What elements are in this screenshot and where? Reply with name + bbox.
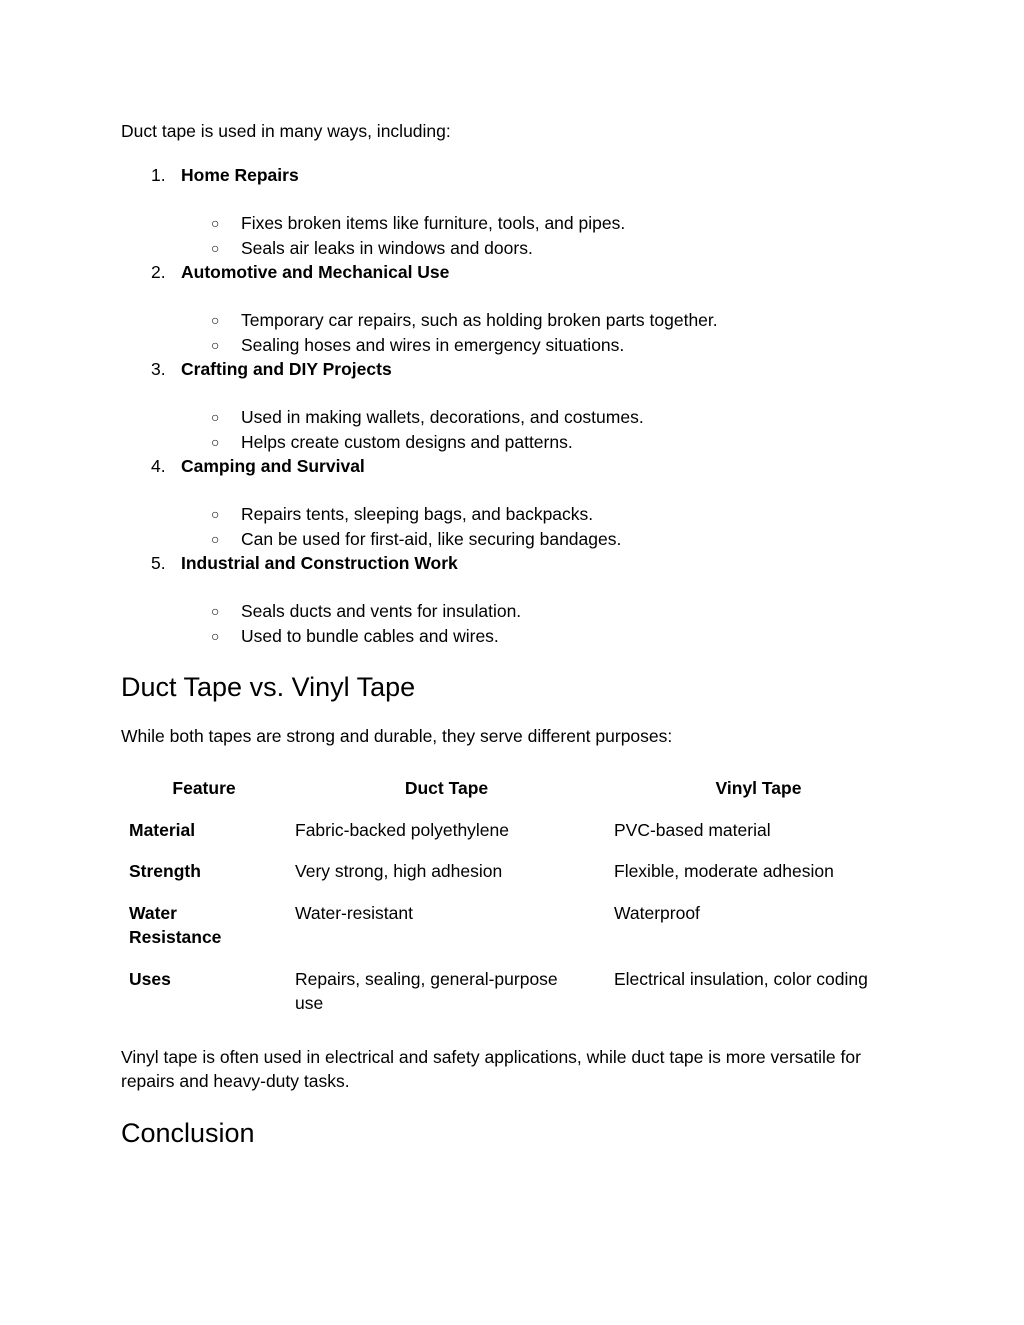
table-cell: Uses [129, 968, 171, 989]
column-header: Feature [172, 778, 236, 798]
table-cell: Fabric-backed polyethylene [295, 819, 510, 840]
use-title: Camping and Survival [181, 456, 365, 476]
sub-item-text: Seals ducts and vents for insulation. [241, 601, 522, 621]
sub-list-item [121, 502, 911, 527]
use-heading [121, 163, 911, 187]
table-cell: Repairs, sealing, general-purpose use [295, 968, 558, 1013]
list-number: 3. [151, 359, 166, 379]
sub-list-item [121, 405, 911, 430]
list-item [121, 454, 911, 551]
sub-list-item [121, 333, 911, 358]
use-heading [121, 454, 911, 478]
uses-list [121, 163, 911, 648]
sub-item-text: Used in making wallets, decorations, and costumes. [241, 407, 644, 427]
circle-bullet-icon: ○ [211, 530, 220, 547]
sub-list-item [121, 527, 911, 552]
sub-list [121, 405, 911, 454]
sub-list-item [121, 236, 911, 261]
use-heading [121, 551, 911, 575]
circle-bullet-icon: ○ [211, 336, 220, 353]
list-number: 2. [151, 262, 166, 282]
table-cell: Flexible, moderate adhesion [614, 861, 834, 881]
circle-bullet-icon: ○ [211, 312, 220, 328]
sub-list-item [121, 599, 911, 624]
circle-bullet-icon: ○ [211, 627, 220, 644]
sub-item-text: Can be used for first-aid, like securing bandages. [241, 528, 622, 549]
intro-paragraph: Duct tape is used in many ways, including: [121, 121, 451, 141]
conclusion-heading: Conclusion [121, 1117, 255, 1148]
use-title: Home Repairs [181, 165, 299, 185]
table-cell: Water-resistant [295, 902, 413, 923]
use-title: Industrial and Construction Work [181, 553, 458, 573]
list-item [121, 551, 911, 648]
comparison-table [121, 776, 911, 1033]
circle-bullet-icon: ○ [211, 506, 220, 522]
sub-item-text: Fixes broken items like furniture, tools, and pipes. [241, 213, 626, 233]
sub-list-item [121, 211, 911, 236]
table-row [121, 967, 911, 1033]
circle-bullet-icon: ○ [211, 433, 220, 450]
sub-list [121, 599, 911, 648]
circle-bullet-icon: ○ [211, 603, 220, 619]
sub-item-text: Helps create custom designs and patterns. [241, 431, 573, 452]
sub-list [121, 211, 911, 260]
list-number: 1. [151, 165, 166, 185]
use-heading [121, 260, 911, 284]
sub-item-text: Sealing hoses and wires in emergency situations. [241, 334, 625, 355]
sub-list [121, 502, 911, 551]
table-row [121, 901, 911, 967]
circle-bullet-icon: ○ [211, 239, 220, 256]
comparison-outro: Vinyl tape is often used in electrical and safety applications, while duct tape is more versatile for repairs and heavy-duty tasks. [121, 1046, 861, 1091]
table-row [121, 818, 911, 860]
list-item [121, 260, 911, 357]
sub-list-item [121, 430, 911, 455]
comparison-heading: Duct Tape vs. Vinyl Tape [121, 672, 416, 702]
list-item [121, 163, 911, 260]
column-header: Duct Tape [404, 778, 489, 798]
table-cell: Electrical insulation, color coding [614, 968, 868, 989]
sub-item-text: Repairs tents, sleeping bags, and backpacks. [241, 504, 594, 524]
document-page [121, 119, 911, 1150]
table-cell: Strength [129, 861, 201, 881]
sub-list [121, 308, 911, 357]
table-header-row [121, 776, 911, 818]
list-number: 5. [151, 553, 166, 573]
use-heading [121, 357, 911, 381]
column-header: Vinyl Tape [715, 778, 802, 798]
table-cell: Water Resistance [129, 902, 222, 947]
table-cell: PVC-based material [614, 819, 771, 840]
comparison-intro: While both tapes are strong and durable, they serve different purposes: [121, 726, 673, 746]
table-cell: Material [129, 819, 196, 840]
sub-item-text: Temporary car repairs, such as holding broken parts together. [241, 310, 718, 330]
use-title: Crafting and DIY Projects [181, 359, 392, 379]
sub-item-text: Seals air leaks in windows and doors. [241, 237, 533, 258]
table-cell: Waterproof [614, 902, 700, 923]
sub-item-text: Used to bundle cables and wires. [241, 625, 499, 646]
circle-bullet-icon: ○ [211, 215, 220, 231]
list-number: 4. [151, 456, 166, 476]
table-row [121, 859, 911, 901]
sub-list-item [121, 624, 911, 649]
sub-list-item [121, 308, 911, 333]
table-cell: Very strong, high adhesion [295, 861, 503, 881]
circle-bullet-icon: ○ [211, 409, 220, 425]
list-item [121, 357, 911, 454]
use-title: Automotive and Mechanical Use [181, 262, 450, 282]
